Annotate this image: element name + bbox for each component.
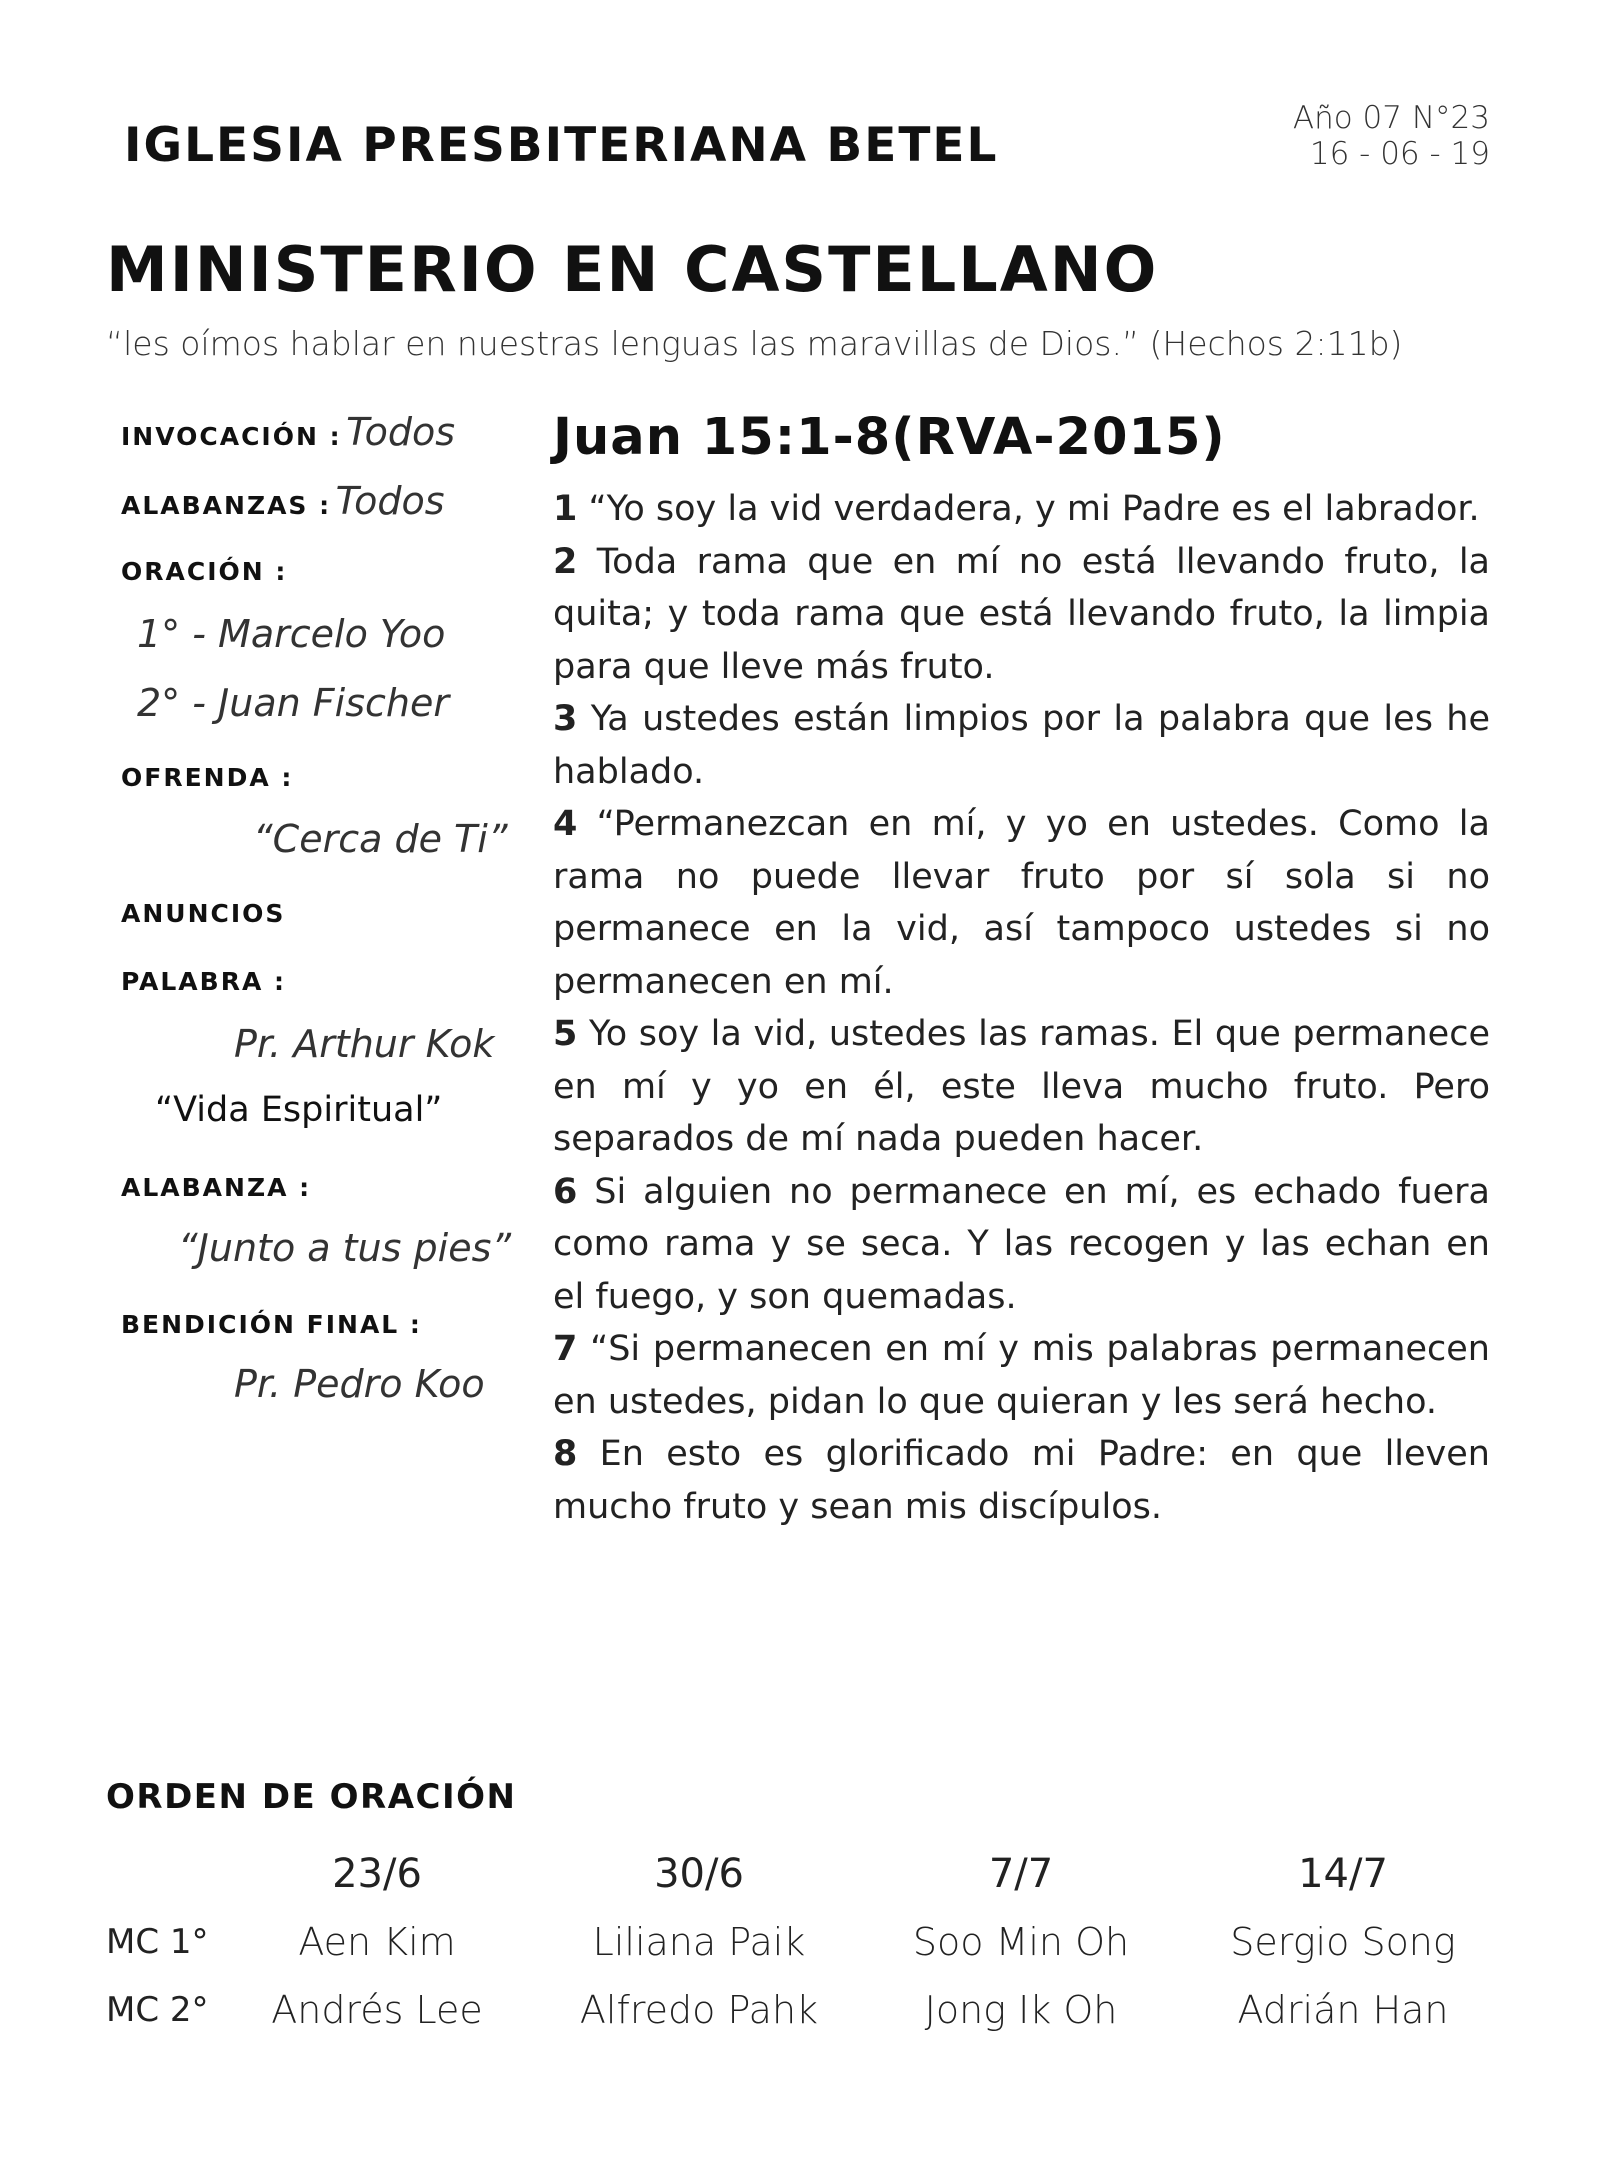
alabanzas-label: ALABANZAS : [121,491,332,520]
ofrenda-value: “Cerca de Ti” [253,817,508,861]
ministry-title: MINISTERIO EN CASTELLANO [106,233,1159,306]
verse-number: 2 [553,541,578,582]
prayer-schedule-table [106,1840,1504,2044]
table-header-row [106,1840,1504,1908]
verse-text: “Si permanecen en mí y mis palabras permanecen en ustedes, pidan lo que quieran y les será hecho. [553,1329,1490,1422]
table-cell: Sergio Song [1230,1920,1456,1964]
verse-text: Toda rama que en mí no está llevando fruto, la quita; y toda rama que está llevando fruto, la limpia para que lleve más fruto. [553,541,1490,687]
palabra-label: PALABRA : [121,967,287,996]
verse [553,1166,1490,1324]
church-name: IGLESIA PRESBITERIANA BETEL [124,118,999,173]
issue-info [1293,100,1490,172]
verse-number: 7 [553,1329,578,1369]
header-quote: “les oímos hablar en nuestras lenguas las maravillas de Dios.” (Hechos 2:11b) [106,324,1403,363]
date-header: 7/7 [988,1851,1054,1897]
invocacion-row [121,410,455,454]
table-cell: Alfredo Pahk [579,1988,819,2032]
oracion-first: 1° - Marcelo Yoo [137,612,446,656]
verse-number: 5 [553,1014,578,1054]
bendicion-label: BENDICIÓN FINAL : [121,1310,422,1339]
table-row [106,1976,1504,2044]
verse [553,536,1490,694]
ofrenda-label: OFRENDA : [121,763,294,792]
bendicion-value: Pr. Pedro Koo [234,1362,485,1406]
sermon-title: “Vida Espiritual” [155,1090,443,1130]
verse-text: Ya ustedes están limpios por la palabra que les he hablado. [553,699,1490,792]
verse-text: “Yo soy la vid verdadera, y mi Padre es el labrador. [588,489,1480,529]
verse [553,1323,1490,1428]
oracion-label: ORACIÓN : [121,557,288,586]
verse-number: 6 [553,1171,578,1212]
date-header: 30/6 [654,1851,744,1897]
alabanzas-row [121,479,445,523]
verse-number: 8 [553,1434,578,1474]
verse-number: 4 [553,804,578,844]
verse-text: Yo soy la vid, ustedes las ramas. El que permanece en mí y yo en él, este lleva mucho fruto. Pero separados de mí nada pueden hacer. [553,1014,1490,1159]
alabanzas-value: Todos [335,479,445,523]
verse-text: Si alguien no permanece en mí, es echado fuera como rama y se seca. Y las recogen y las echan en el fuego, y son quemadas. [553,1171,1490,1317]
invocacion-value: Todos [346,410,455,454]
invocacion-label: INVOCACIÓN : [121,422,342,451]
anuncios-label: ANUNCIOS [121,899,286,928]
verse [553,483,1490,536]
alabanza-label: ALABANZA : [121,1173,312,1202]
table-row [106,1908,1504,1976]
verse [553,1428,1490,1533]
verse [553,798,1490,1008]
bible-passage [553,408,1490,1533]
empty-header-cell [106,1840,216,1908]
issue-date: 16 - 06 - 19 [1309,136,1490,172]
oracion-second: 2° - Juan Fischer [137,681,449,725]
issue-number: Año 07 N°23 [1292,100,1490,136]
verse-number: 1 [553,489,578,529]
verse [553,1008,1490,1166]
table-cell: Soo Min Oh [912,1920,1130,1964]
prayer-order-title: ORDEN DE ORACIÓN [106,1777,517,1817]
date-header: 23/6 [332,1851,422,1897]
table-cell: Andrés Lee [271,1988,483,2032]
table-cell: Liliana Paik [592,1920,806,1964]
verse-text: En esto es glorificado mi Padre: en que lleven mucho fruto y sean mis discípulos. [553,1434,1490,1527]
date-header: 14/7 [1298,1851,1388,1897]
palabra-preacher: Pr. Arthur Kok [234,1022,495,1066]
bible-reference: Juan 15:1-8(RVA-2015) [553,408,1226,467]
verse-text: “Permanezcan en mí, y yo en ustedes. Como la rama no puede llevar fruto por sí sola si no permanece en la vid, así tampoco ustedes si no permanecen en mí. [553,804,1490,1002]
table-cell: Aen Kim [298,1920,456,1964]
verse-number: 3 [553,699,578,739]
row-label: MC 1° [106,1922,209,1962]
table-cell: Adrián Han [1237,1988,1449,2032]
row-label: MC 2° [106,1990,209,2030]
alabanza-value: “Junto a tus pies” [178,1226,512,1270]
table-cell: Jong Ik Oh [924,1988,1118,2032]
verse [553,693,1490,798]
